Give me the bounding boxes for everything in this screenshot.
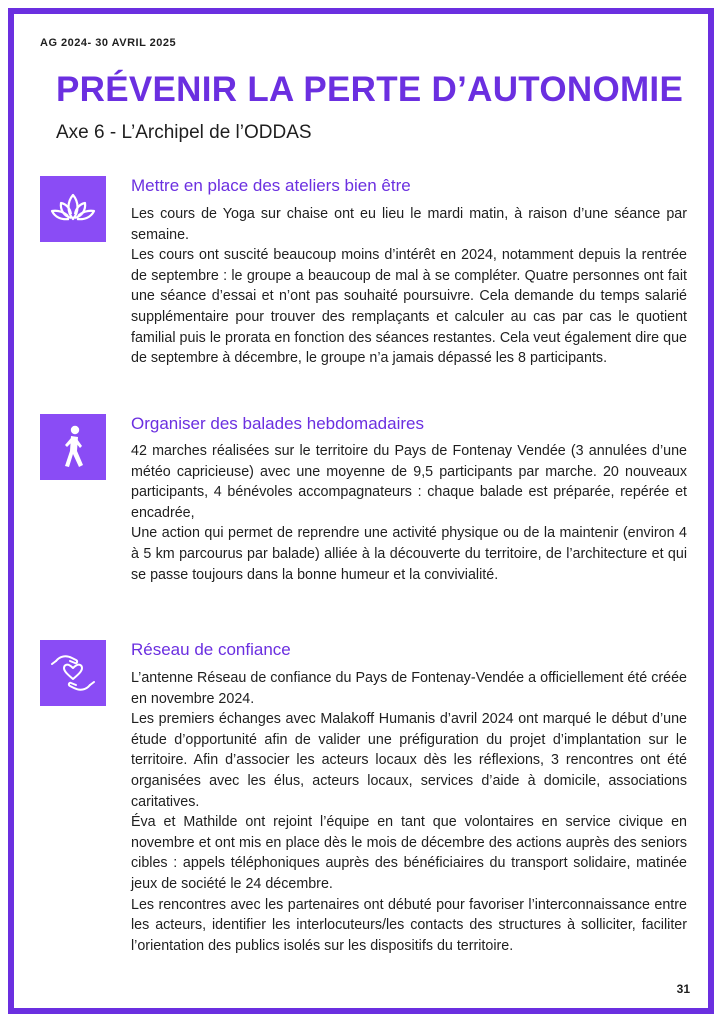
section-title: Réseau de confiance	[131, 640, 291, 659]
paragraph: L’antenne Réseau de confiance du Pays de Fontenay-Vendée a officiellement été créée en novembre 2024.	[131, 670, 687, 707]
section-body	[131, 441, 687, 585]
page-number: 31	[676, 982, 690, 996]
event-header: AG 2024- 30 AVRIL 2025	[40, 37, 177, 49]
paragraph: Éva et Mathilde ont rejoint l’équipe en tant que volontaires en service civique en novembre et ont mis en place dès le mois de décembre des actions auprès des seniors cibles : appels téléphoniques auprès des bénéficiaires du transport solidaire, matinée jeux de société le 24 décembre.	[131, 814, 687, 892]
page-title: PRÉVENIR LA PERTE D’AUTONOMIE	[56, 70, 684, 109]
paragraph: Les premiers échanges avec Malakoff Humanis d’avril 2024 ont marqué le début d’une étude d’opportunité afin de valider une préfiguration du projet d’implantation sur le territoire. Afin d’associer les acteurs locaux dès les réflexions, 3 rencontres ont été organisées avec les élus, acteurs locaux, services d’aide à domicile, associations caritatives.	[131, 711, 687, 810]
walking-person-icon	[40, 414, 106, 480]
section-body	[131, 204, 687, 369]
paragraph: Une action qui permet de reprendre une activité physique ou de la maintenir (environ 4 à 5 km parcourus par balade) alliée à la découverte du territoire, de l’architecture et qui se passe toujours dans la bonne humeur et la convivialité.	[131, 525, 687, 583]
paragraph: Les cours ont suscité beaucoup moins d’intérêt en 2024, notamment depuis la rentrée de septembre : le groupe a beaucoup de mal à se compléter. Quatre personnes ont fait une séance d’essai et n’ont pas souhaité poursuivre. Cela demande du temps salarié supplémentaire pour trouver des remplaçants et calculer au cas par cas le quotient familial puis le prorata en fonction des séances restantes. Cela veut également dire que de septembre à décembre, le groupe n’a jamais dépassé les 8 participants.	[131, 247, 687, 367]
paragraph: Les cours de Yoga sur chaise ont eu lieu le mardi matin, à raison d’une séance par semaine.	[131, 206, 687, 243]
section-title: Organiser des balades hebdomadaires	[131, 414, 424, 433]
section-body	[131, 668, 687, 956]
paragraph: Les rencontres avec les partenaires ont débuté pour favoriser l’interconnaissance entre les acteurs, identifier les interlocuteurs/les contacts des structures à solliciter, faciliter l’orientation des publics isolés sur les dispositifs du territoire.	[131, 896, 687, 954]
page-subtitle: Axe 6 - L’Archipel de l’ODDAS	[56, 122, 312, 143]
paragraph: 42 marches réalisées sur le territoire du Pays de Fontenay Vendée (3 annulées d’une météo capricieuse) avec une moyenne de 9,5 participants par marche. 20 nouveaux participants, 4 bénévoles accompagnateurs : chaque balade est préparée, repérée et encadrée,	[131, 443, 687, 521]
lotus-icon	[40, 176, 106, 242]
section-title: Mettre en place des ateliers bien être	[131, 176, 411, 195]
caring-hands-heart-icon	[40, 640, 106, 706]
